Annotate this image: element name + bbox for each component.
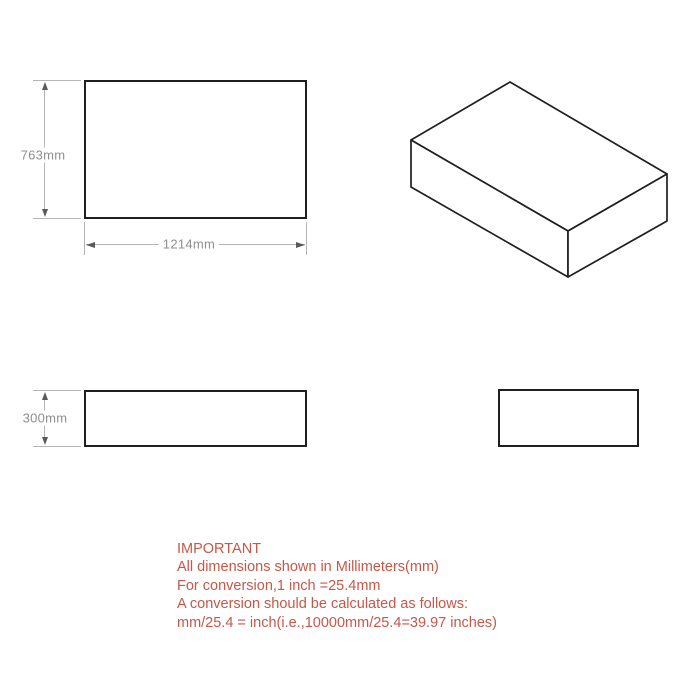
front-width-dimension-label: 1214mm bbox=[159, 237, 219, 252]
dimension-arrow-down bbox=[42, 437, 48, 445]
extension-line-bottom bbox=[33, 218, 81, 219]
extension-line-left bbox=[84, 222, 85, 255]
note-line-4: mm/25.4 = inch(i.e.,10000mm/25.4=39.97 inches) bbox=[177, 614, 497, 631]
note-line-1: All dimensions shown in Millimeters(mm) bbox=[177, 559, 439, 576]
extension-line-bottom bbox=[33, 446, 81, 447]
extension-line-top bbox=[33, 80, 81, 81]
front-view-rectangle bbox=[84, 80, 307, 219]
dimension-arrow-right bbox=[296, 242, 305, 248]
dimension-arrow-left bbox=[86, 242, 95, 248]
isometric-view-svg bbox=[380, 50, 700, 300]
side-view-rectangle-right bbox=[498, 389, 639, 447]
note-line-2: For conversion,1 inch =25.4mm bbox=[177, 577, 381, 594]
important-note bbox=[177, 540, 537, 632]
dimension-arrow-up bbox=[42, 82, 48, 90]
extension-line-right bbox=[306, 222, 307, 255]
side-height-dimension-label: 300mm bbox=[19, 411, 72, 426]
dimension-arrow-up bbox=[42, 392, 48, 400]
front-height-dimension-label: 763mm bbox=[17, 148, 70, 163]
side-view-rectangle-left bbox=[84, 390, 307, 447]
extension-line-top bbox=[33, 390, 81, 391]
note-title: IMPORTANT bbox=[177, 541, 262, 557]
dimension-arrow-down bbox=[42, 209, 48, 217]
note-line-3: A conversion should be calculated as follows: bbox=[177, 596, 468, 613]
